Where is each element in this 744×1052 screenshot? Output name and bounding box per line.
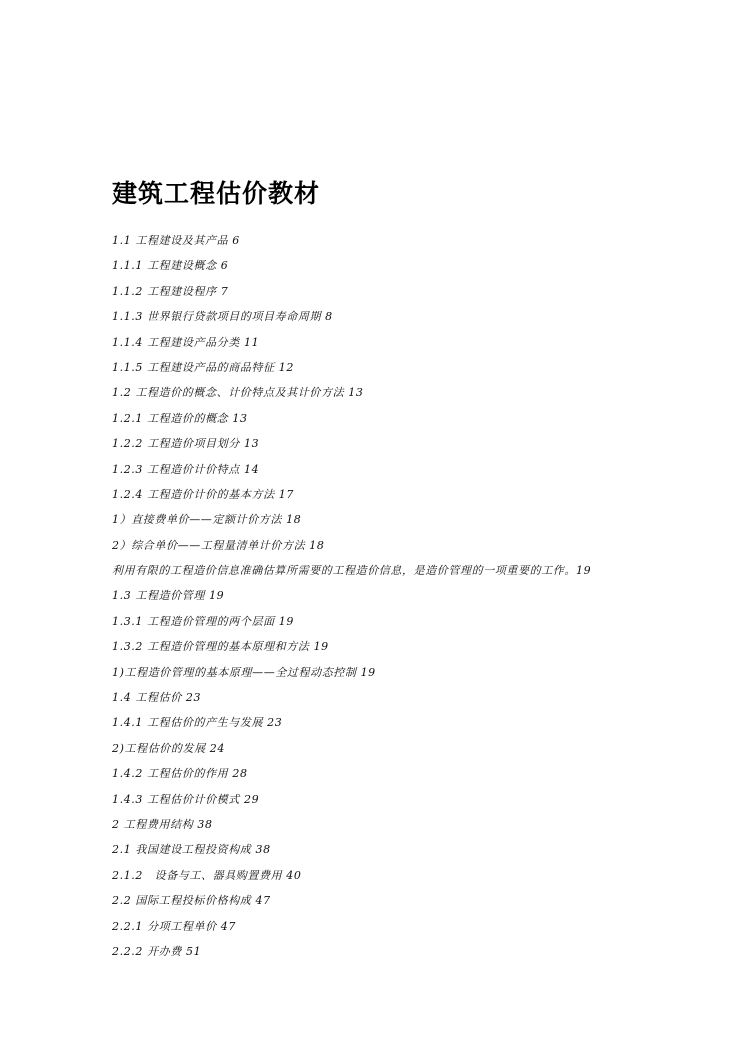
toc-entry[interactable] [112,380,712,405]
toc-entry-text: 2.2.1 分项工程单价 47 [112,919,236,933]
toc-entry-text: 1.2.4 工程造价计价的基本方法 17 [112,487,294,501]
toc-entry[interactable] [112,837,712,862]
toc-entry-text: 1.3.1 工程造价管理的两个层面 19 [112,614,294,628]
toc-entry-text: 1.1.2 工程建设程序 7 [112,284,229,298]
toc-entry[interactable] [112,939,712,964]
toc-entry[interactable] [112,431,712,456]
toc-entry-text: 1.3.2 工程造价管理的基本原理和方法 19 [112,640,329,654]
document-title: 建筑工程估价教材 [112,179,321,208]
toc-entry-text: 1.2.1 工程造价的概念 13 [112,411,248,425]
toc-entry[interactable] [112,330,712,355]
toc-entry-text: 1）直接费单价——定额计价方法 18 [112,513,302,527]
toc-entry[interactable] [112,457,712,482]
toc-entry[interactable] [112,660,712,685]
toc-entry-text: 1.4.2 工程估价的作用 28 [112,767,248,781]
toc-entry-text: 1.1.1 工程建设概念 6 [112,259,229,273]
toc-entry[interactable] [112,583,712,608]
toc-entry[interactable] [112,914,712,939]
toc-entry[interactable] [112,863,712,888]
toc-entry-text: 1.1.5 工程建设产品的商品特征 12 [112,360,294,374]
toc-entry-text: 1.2.2 工程造价项目划分 13 [112,437,260,451]
toc-entry[interactable] [112,685,712,710]
toc-entry[interactable] [112,482,712,507]
toc-entry-text: 1.4 工程估价 23 [112,691,202,705]
toc-entry[interactable] [112,787,712,812]
toc-entry-text: 1.1 工程建设及其产品 6 [112,234,240,247]
toc-entry-text: 1.4.3 工程估价计价模式 29 [112,792,260,806]
toc-entry-text: 利用有限的工程造价信息准确估算所需要的工程造价信息，是造价管理的一项重要的工作。19 [112,564,592,578]
toc-entry[interactable] [112,533,712,558]
toc-entry-text: 2.1.2 设备与工、器具购置费用 40 [112,868,302,882]
toc-entry-text: 2.2 国际工程投标价格构成 47 [112,894,271,908]
toc-entry-text: 2.1 我国建设工程投资构成 38 [112,843,271,857]
toc-entry[interactable] [112,812,712,837]
toc-entry-text: 1.3 工程造价管理 19 [112,589,225,603]
toc-entry[interactable] [112,761,712,786]
toc-entry[interactable] [112,634,712,659]
toc-entry[interactable] [112,228,712,253]
toc-entry[interactable] [112,710,712,735]
toc-entry-text: 1.4.1 工程估价的产生与发展 23 [112,716,283,730]
toc-entry-text: 2）综合单价——工程量清单计价方法 18 [112,538,325,552]
toc-entry[interactable] [112,609,712,634]
toc-entry[interactable] [112,888,712,913]
toc-entry[interactable] [112,304,712,329]
toc-entry-text: 1)工程造价管理的基本原理——全过程动态控制 19 [112,665,376,679]
toc-entry[interactable] [112,279,712,304]
toc-entry[interactable] [112,253,712,278]
toc-entry-text: 2)工程估价的发展 24 [112,741,225,755]
toc-entry-text: 1.2 工程造价的概念、计价特点及其计价方法 13 [112,386,364,400]
toc-entry-text: 2 工程费用结构 38 [112,817,213,831]
toc-entry[interactable] [112,558,712,583]
toc-entry-text: 2.2.2 开办费 51 [112,944,202,958]
toc-entry-text: 1.2.3 工程造价计价特点 14 [112,462,260,476]
toc-entry-text: 1.1.3 世界银行贷款项目的项目寿命周期 8 [112,310,333,324]
toc-entry[interactable] [112,406,712,431]
toc-entry[interactable] [112,507,712,532]
toc-entry-text: 1.1.4 工程建设产品分类 11 [112,335,260,349]
toc-entry[interactable] [112,355,712,380]
table-of-contents [112,228,712,964]
toc-entry[interactable] [112,736,712,761]
